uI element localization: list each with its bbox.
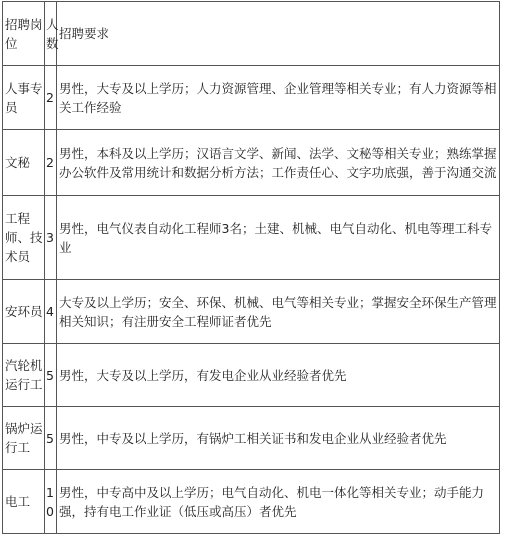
row-count: 2 — [45, 130, 57, 196]
header-position: 招聘岗位 — [3, 2, 45, 66]
recruitment-table — [2, 1, 500, 534]
table-row — [3, 130, 500, 196]
table-header-row — [3, 2, 500, 66]
row-requirements: 男性，本科及以上学历；汉语言文学、新闻、法学、文秘等相关专业；熟练掌握办公软件及常用统计和数据分析方法；工作责任心、文字功底强，善于沟通交流 — [57, 130, 500, 196]
table-row — [3, 470, 500, 534]
row-position: 文秘 — [3, 130, 45, 196]
row-count: 10 — [45, 470, 57, 534]
row-requirements: 男性，大专及以上学历；人力资源管理、企业管理等相关专业；有人力资源等相关工作经验 — [57, 66, 500, 130]
row-position: 工程师、技术员 — [3, 196, 45, 280]
row-position: 电工 — [3, 470, 45, 534]
row-count: 2 — [45, 66, 57, 130]
table-row — [3, 196, 500, 280]
row-requirements: 男性，大专及以上学历，有发电企业从业经验者优先 — [57, 344, 500, 407]
row-requirements: 男性，中专高中及以上学历；电气自动化、机电一体化等相关专业；动手能力强，持有电工作业证（低压或高压）者优先 — [57, 470, 500, 534]
row-position: 安环员 — [3, 280, 45, 344]
table-row — [3, 344, 500, 407]
row-count: 5 — [45, 407, 57, 470]
row-count: 4 — [45, 280, 57, 344]
row-requirements: 男性，中专及以上学历，有锅炉工相关证书和发电企业从业经验者优先 — [57, 407, 500, 470]
table-row — [3, 66, 500, 130]
row-position: 锅炉运行工 — [3, 407, 45, 470]
row-position: 汽轮机运行工 — [3, 344, 45, 407]
table-row — [3, 407, 500, 470]
row-position: 人事专员 — [3, 66, 45, 130]
header-requirements: 招聘要求 — [57, 2, 500, 66]
header-count: 人数 — [45, 2, 57, 66]
row-requirements: 男性，电气仪表自动化工程师3名；土建、机械、电气自动化、机电等理工科专业 — [57, 196, 500, 280]
row-count: 5 — [45, 344, 57, 407]
table-row — [3, 280, 500, 344]
row-count: 3 — [45, 196, 57, 280]
row-requirements: 大专及以上学历；安全、环保、机械、电气等相关专业；掌握安全环保生产管理相关知识；有注册安全工程师证者优先 — [57, 280, 500, 344]
